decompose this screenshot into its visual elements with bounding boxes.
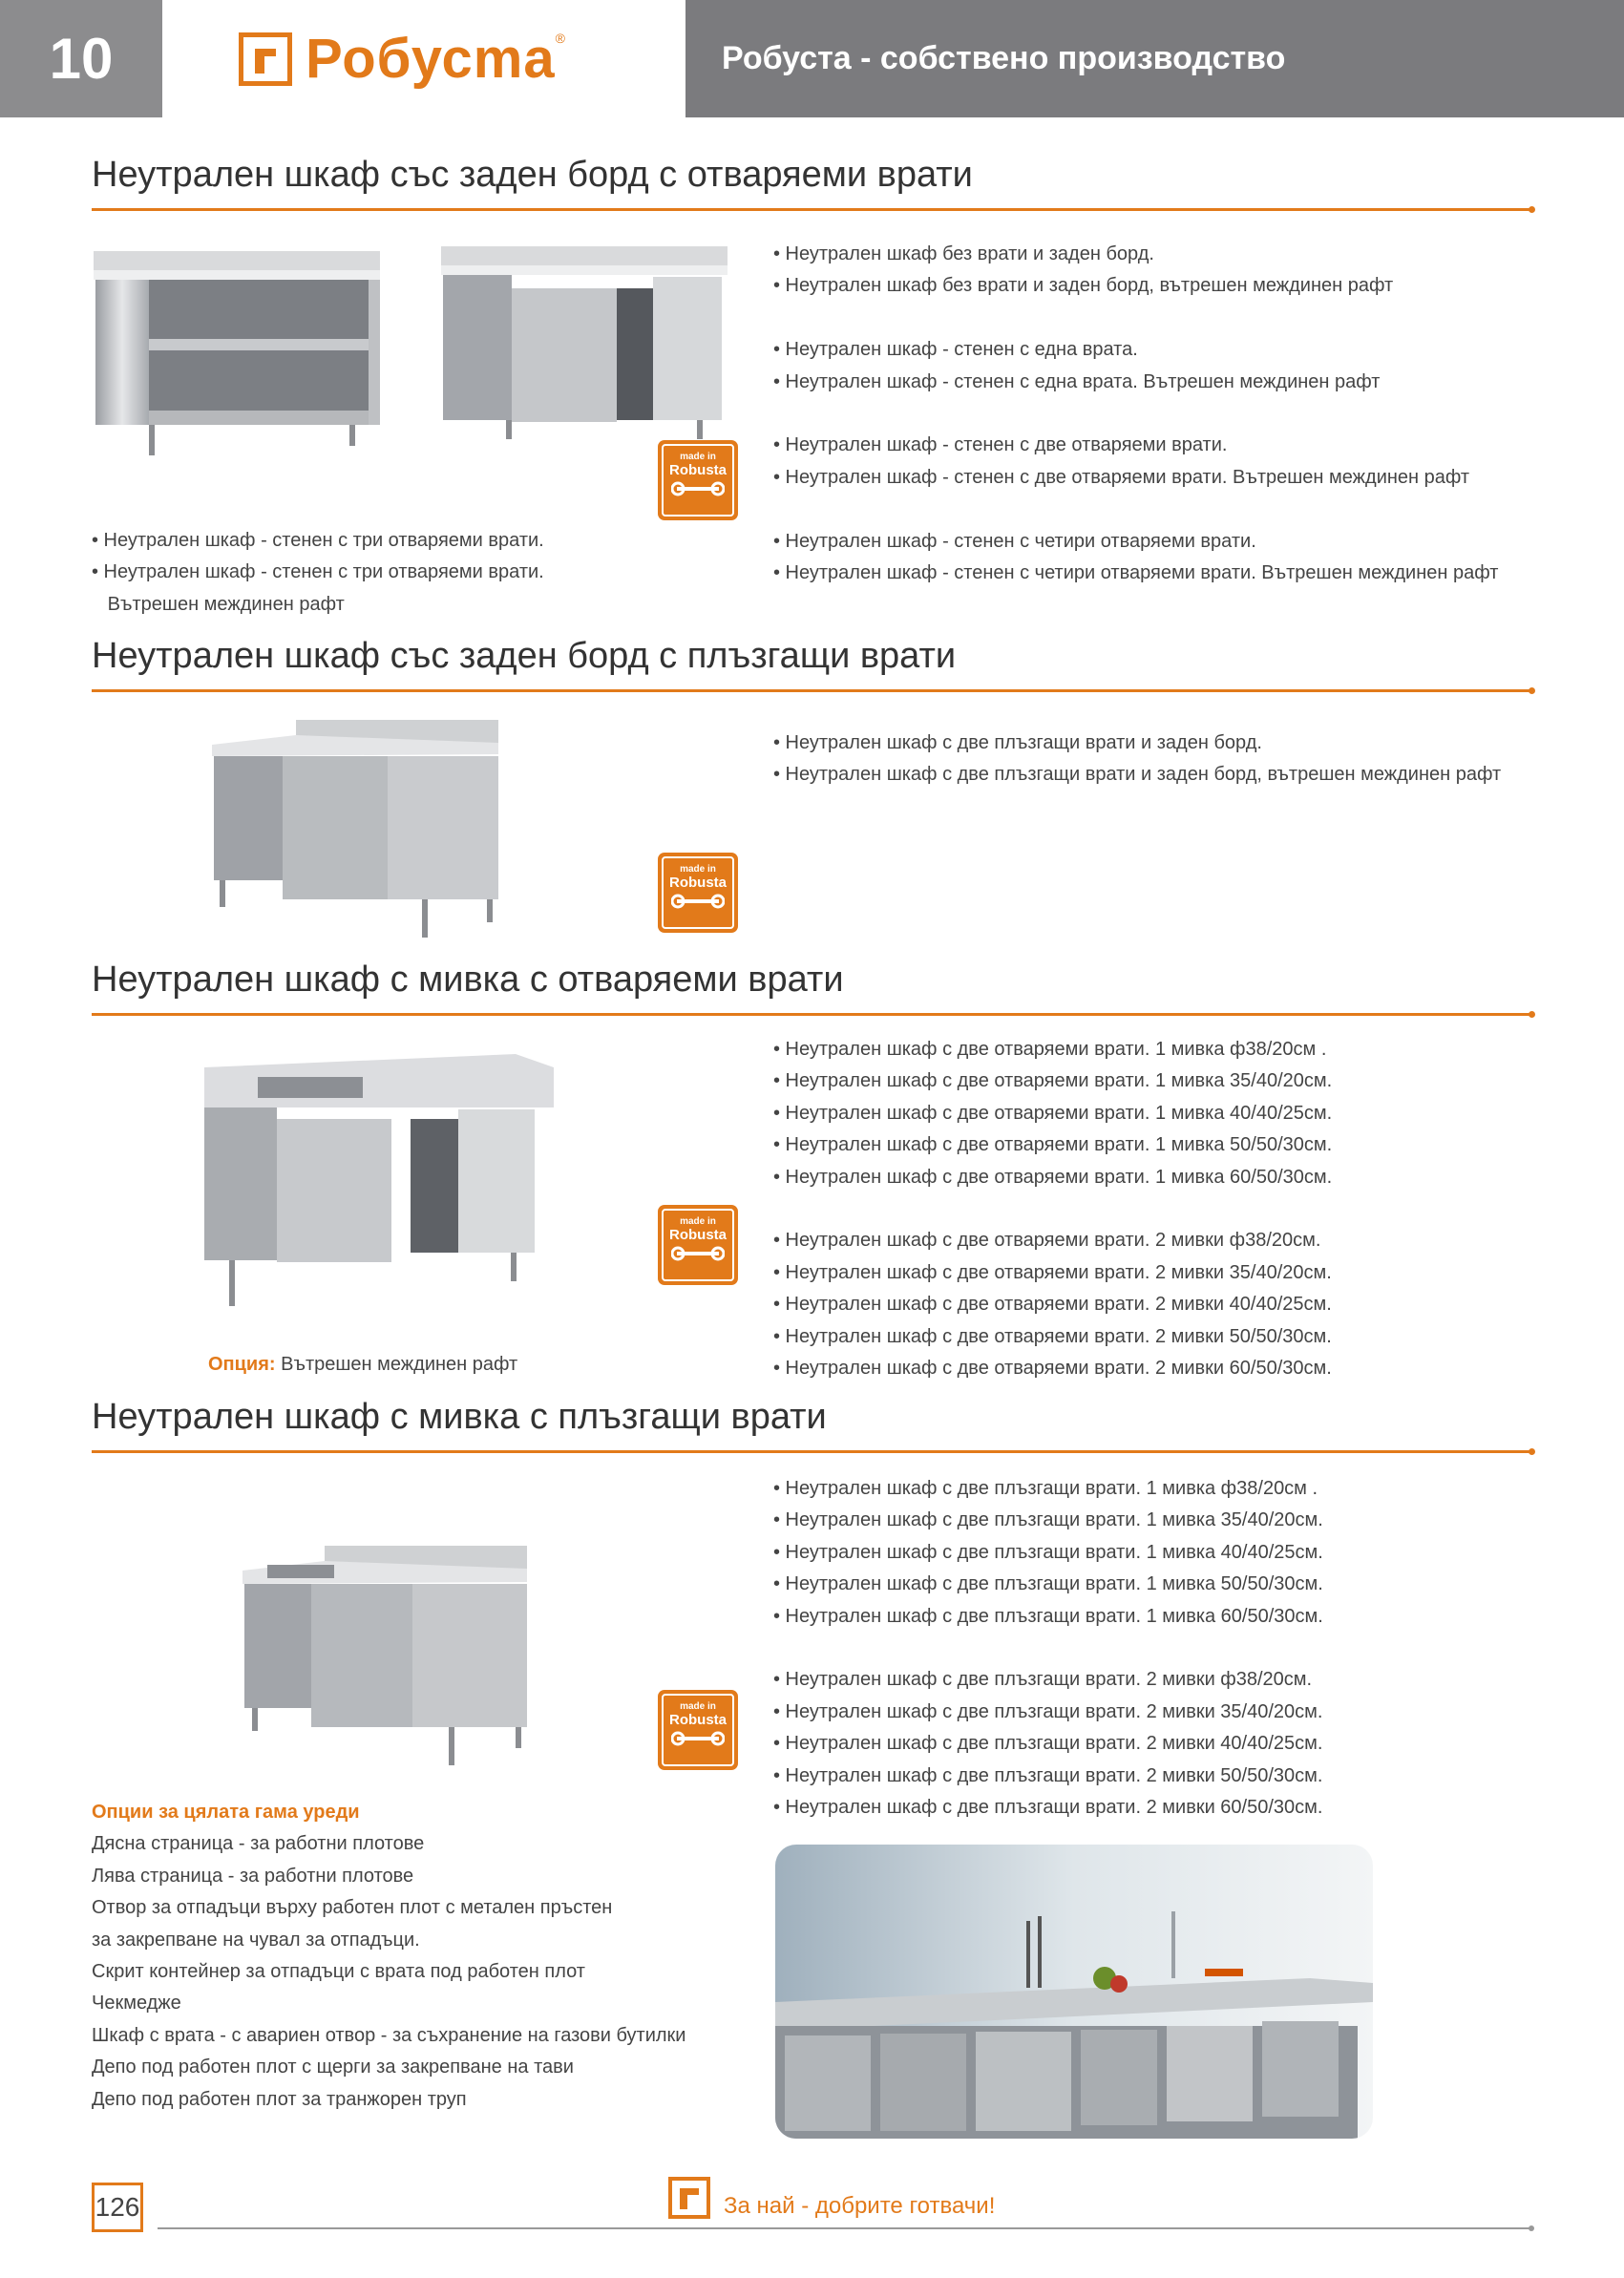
list-item: Отвор за отпадъци върху работен плот с метален пръстен bbox=[92, 1897, 613, 1919]
brand-registered-mark: ® bbox=[555, 30, 565, 46]
list-item: • Неутрален шкаф - стенен с четири отваряеми врати. Вътрешен междинен рафт bbox=[773, 562, 1499, 584]
list-item: Чекмедже bbox=[92, 1993, 181, 2014]
made-in-robusta-badge: made in Robusta bbox=[658, 853, 738, 933]
list-item: Дясна страница - за работни плотове bbox=[92, 1833, 425, 1855]
list-item: • Неутрален шкаф с две плъзгащи врати. 1 мивка 50/50/30см. bbox=[773, 1573, 1323, 1595]
section-4-list bbox=[773, 1473, 1323, 1824]
section-3-list bbox=[773, 1034, 1332, 1384]
list-item: • Неутрален шкаф без врати и заден борд. bbox=[773, 243, 1154, 264]
section-rule-2 bbox=[92, 689, 1533, 692]
product-image-open-cabinet bbox=[92, 243, 390, 463]
made-in-robusta-badge: made in Robusta bbox=[658, 440, 738, 520]
list-item: • Неутрален шкаф с две плъзгащи врати. 2 мивки 50/50/30см. bbox=[773, 1764, 1323, 1786]
list-item: • Неутрален шкаф с две отваряеми врати. 1 мивка 50/50/30см. bbox=[773, 1134, 1333, 1156]
product-image-sliding-cabinet bbox=[210, 716, 506, 945]
list-item: • Неутрален шкаф с две отваряеми врати. 2 мивки 40/40/25см. bbox=[773, 1294, 1332, 1316]
list-item: • Неутрален шкаф с две отваряеми врати. 2 мивки 60/50/30см. bbox=[773, 1358, 1332, 1380]
list-item: • Неутрален шкаф с две плъзгащи врати. 1 мивка 60/50/30см. bbox=[773, 1605, 1323, 1627]
footer-slogan: За най - добрите готвачи! bbox=[724, 2193, 996, 2219]
section-rule-3 bbox=[92, 1013, 1533, 1016]
list-item: • Неутрален шкаф - стенен с една врата. Вътрешен междинен рафт bbox=[773, 370, 1381, 392]
wrench-icon bbox=[671, 891, 725, 912]
made-in-robusta-badge: made in Robusta bbox=[658, 1205, 738, 1285]
brand-footer-icon bbox=[668, 2177, 710, 2219]
list-item: • Неутрален шкаф с две плъзгащи врати и заден борд. bbox=[773, 732, 1262, 753]
kitchen-photo bbox=[775, 1845, 1373, 2139]
page-number: 126 bbox=[92, 2183, 143, 2232]
brand-name: Робусmа bbox=[306, 28, 556, 90]
brand-icon bbox=[239, 32, 292, 86]
made-in-robusta-badge: made in Robusta bbox=[658, 1690, 738, 1770]
list-item: • Неутрален шкаф с две отваряеми врати. 2 мивки 50/50/30см. bbox=[773, 1325, 1332, 1347]
options-all-title: Опции за цялата гама уреди bbox=[92, 1802, 360, 1823]
list-item: • Неутрален шкаф без врати и заден борд, вътрешен междинен рафт bbox=[773, 275, 1394, 297]
footer-rule bbox=[158, 2227, 1532, 2229]
options-all-list bbox=[92, 1797, 685, 2116]
list-item: • Неутрален шкаф - стенен с една врата. bbox=[773, 339, 1138, 361]
header-title: Робуста - собствено производство bbox=[685, 0, 1624, 117]
section-rule-1 bbox=[92, 208, 1533, 211]
list-item: • Неутрален шкаф - стенен с четири отваряеми врати. bbox=[773, 530, 1256, 552]
list-item: Шкаф с врата - с авариен отвор - за съхранение на газови бутилки bbox=[92, 2024, 686, 2046]
list-item: Вътрешен междинен рафт bbox=[92, 593, 345, 615]
list-item: Депо под работен плот с щерги за закрепване на тави bbox=[92, 2057, 574, 2078]
wrench-icon bbox=[671, 1243, 725, 1264]
list-item: • Неутрален шкаф - стенен с три отваряеми врати. bbox=[92, 561, 544, 583]
list-item: • Неутрален шкаф - стенен с две отваряеми врати. Вътрешен междинен рафт bbox=[773, 466, 1470, 488]
list-item: • Неутрален шкаф с две плъзгащи врати. 2 мивки 60/50/30см. bbox=[773, 1797, 1323, 1819]
list-item: • Неутрален шкаф с две плъзгащи врати. 1 мивка 40/40/25см. bbox=[773, 1541, 1323, 1563]
option-text: Вътрешен междинен рафт bbox=[275, 1354, 518, 1375]
list-item: • Неутрален шкаф - стенен с две отваряеми врати. bbox=[773, 434, 1228, 456]
list-item: Лява страница - за работни плотове bbox=[92, 1865, 414, 1887]
section-title-3: Неутрален шкаф с мивка с отваряеми врати bbox=[92, 960, 844, 1000]
option-label: Опция: bbox=[208, 1354, 276, 1375]
section-title-1: Неутрален шкаф със заден борд с отваряеми врати bbox=[92, 155, 973, 195]
list-item: • Неутрален шкаф с две отваряеми врати. 1 мивка 35/40/20см. bbox=[773, 1070, 1333, 1092]
product-image-hinged-cabinet bbox=[439, 239, 735, 439]
list-item: • Неутрален шкаф с две отваряеми врати. 1 мивка 40/40/25см. bbox=[773, 1102, 1333, 1124]
section-title-4: Неутрален шкаф с мивка с плъзгащи врати bbox=[92, 1397, 827, 1437]
wrench-icon bbox=[671, 1728, 725, 1749]
list-item: • Неутрален шкаф с две плъзгащи врати. 1 мивка 35/40/20см. bbox=[773, 1509, 1323, 1531]
section-3-option bbox=[208, 1349, 517, 1381]
list-item: • Неутрален шкаф с две плъзгащи врати. 2 мивки 35/40/20см. bbox=[773, 1700, 1323, 1722]
product-image-sink-sliding-cabinet bbox=[239, 1542, 535, 1776]
section-2-list bbox=[773, 728, 1501, 791]
section-1-left-notes bbox=[92, 525, 544, 621]
list-item: • Неутрален шкаф с две плъзгащи врати. 1 мивка ф38/20см . bbox=[773, 1478, 1318, 1499]
section-1-list bbox=[773, 239, 1498, 589]
page-section-number: 10 bbox=[0, 0, 162, 117]
product-image-sink-hinged-cabinet bbox=[200, 1050, 563, 1318]
section-rule-4 bbox=[92, 1450, 1533, 1453]
list-item: • Неутрален шкаф - стенен с три отваряеми врати. bbox=[92, 530, 544, 551]
wrench-icon bbox=[671, 478, 725, 499]
list-item: • Неутрален шкаф с две плъзгащи врати. 2 мивки ф38/20см. bbox=[773, 1669, 1313, 1691]
list-item: • Неутрален шкаф с две плъзгащи врати и заден борд, вътрешен междинен рафт bbox=[773, 764, 1502, 786]
section-title-2: Неутрален шкаф със заден борд с плъзгащи врати bbox=[92, 636, 957, 676]
list-item: Скрит контейнер за отпадъци с врата под работен плот bbox=[92, 1961, 585, 1983]
list-item: за закрепване на чувал за отпадъци. bbox=[92, 1929, 420, 1951]
list-item: • Неутрален шкаф с две отваряеми врати. 2 мивки ф38/20см. bbox=[773, 1230, 1321, 1252]
list-item: Депо под работен плот за транжорен труп bbox=[92, 2088, 467, 2110]
list-item: • Неутрален шкаф с две отваряеми врати. 1 мивка 60/50/30см. bbox=[773, 1166, 1333, 1188]
list-item: • Неутрален шкаф с две отваряеми врати. 2 мивки 35/40/20см. bbox=[773, 1261, 1332, 1283]
brand-logo bbox=[162, 0, 685, 117]
list-item: • Неутрален шкаф с две плъзгащи врати. 2 мивки 40/40/25см. bbox=[773, 1733, 1323, 1755]
list-item: • Неутрален шкаф с две отваряеми врати. 1 мивка ф38/20см . bbox=[773, 1039, 1327, 1060]
